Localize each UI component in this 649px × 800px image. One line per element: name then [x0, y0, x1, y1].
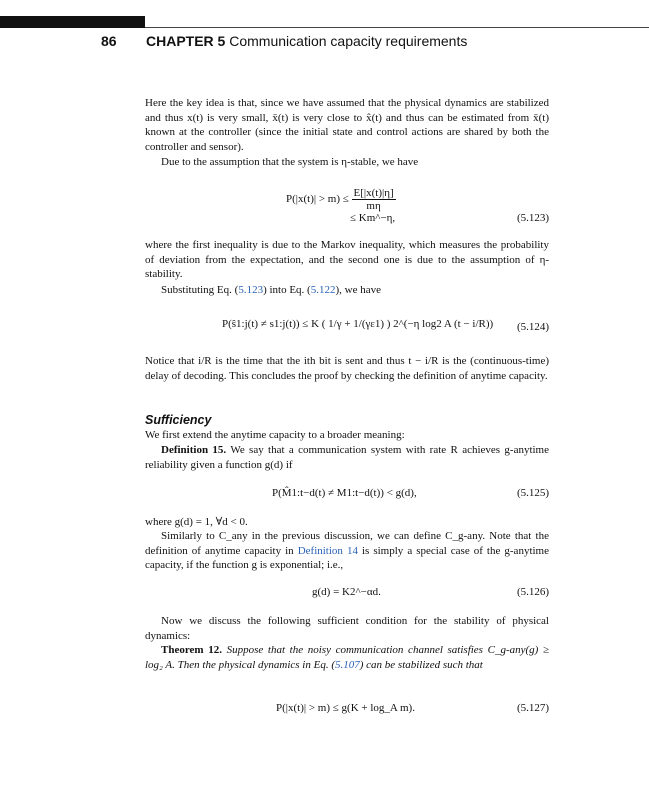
eq-5-124-rhs: K ( 1/γ + 1/(γε1) ) 2^(−η log2 A (t − i/R)): [311, 318, 494, 330]
eq-5-124-lhs: P(ŝ1:j(t) ≠ s1:j(t)) ≤: [222, 318, 309, 330]
header-rule: [145, 27, 649, 28]
eq-5-125: P(M̂1:t−d(t) ≠ M1:t−d(t)) < g(d),: [272, 487, 417, 499]
chapter-label: CHAPTER 5: [146, 33, 226, 49]
header-bar: [0, 16, 145, 28]
definition-text: We say that a communication system with rate R achieves g-anytime reliability given a function g(d) if: [145, 444, 549, 471]
eq-ref-5-107[interactable]: 5.107: [334, 658, 360, 671]
eq-5-123-line1: P(|x(t)| > m) ≤ $\frac{E[|x(t)|\eta]}{m\eta}$: [286, 187, 394, 212]
paragraph-3: where the first inequality is due to the Markov inequality, which measures the probability of deviation from the expectation, and the second one is due to the assumption of η-stability.: [145, 239, 549, 281]
eq-ref-5-123[interactable]: 5.123: [238, 284, 264, 296]
chapter-title: Communication capacity requirements: [229, 33, 468, 49]
definition-label: Definition 15.: [161, 444, 227, 456]
paragraph-9: Now we discuss the following sufficient condition for the stability of physical dynamics:: [145, 615, 549, 642]
eq-ref-5-122[interactable]: 5.122: [310, 284, 336, 296]
eq-5-124: [222, 318, 493, 330]
section-heading-sufficiency: Sufficiency: [145, 413, 212, 427]
running-head: [146, 33, 467, 49]
definition-14-link[interactable]: Definition 14: [297, 544, 358, 557]
page-number: 86: [101, 33, 117, 49]
paragraph-5: Notice that i/R is the time that the ith bit is sent and thus t − i/R is the (continuous-time) delay of decoding. This concludes the proof by checking the definition of anytime capacity.: [145, 355, 549, 382]
definition-15: [145, 443, 549, 472]
paragraph-6: We first extend the anytime capacity to a broader meaning:: [145, 429, 405, 441]
eq-5-126-number: (5.126): [517, 586, 550, 598]
paragraph-2: Due to the assumption that the system is η-stable, we have: [161, 156, 419, 168]
paragraph-8: Similarly to C_any in the previous discussion, we can define C_g-any. Note that the definition of anytime capacity in Definition 14 is simply a special case of the g-anytime capacity, if the function g is exponential; i.e.,: [145, 530, 549, 572]
paragraph-4: Substituting Eq. (5.123) into Eq. (5.122), we have: [161, 284, 381, 296]
paragraph-7: where g(d) = 1, ∀d < 0.: [145, 516, 248, 528]
theorem-label: Theorem 12.: [161, 644, 222, 656]
eq-5-124-number: (5.124): [517, 321, 550, 333]
markov-fraction: $\frac{E[|x(t)|\eta]}{m\eta}$: [353, 187, 394, 212]
eq-5-123-number: (5.123): [517, 212, 550, 224]
eq-5-127-number: (5.127): [517, 702, 550, 714]
eq-5-127: P(|x(t)| > m) ≤ g(K + log_A m).: [276, 702, 415, 714]
eq-5-123-line2: ≤ Km^−η,: [350, 212, 396, 224]
theorem-12: Theorem 12. Suppose that the noisy communication channel satisfies C_g-any(g) ≥ log₂ A. Then the physical dynamics in Eq. (5.107) can be stabilized such that: [145, 644, 549, 671]
eq-5-125-number: (5.125): [517, 487, 550, 499]
eq-5-126: g(d) = K2^−αd.: [312, 586, 381, 598]
paragraph-1: Here the key idea is that, since we have assumed that the physical dynamics are stabilized and thus x(t) is very small, x̄(t) is very close to x̂(t) and thus can be estimated from x̄(t) known at the controller (since the initial state and control actions are shared by both the controller and sensor).: [145, 97, 549, 153]
